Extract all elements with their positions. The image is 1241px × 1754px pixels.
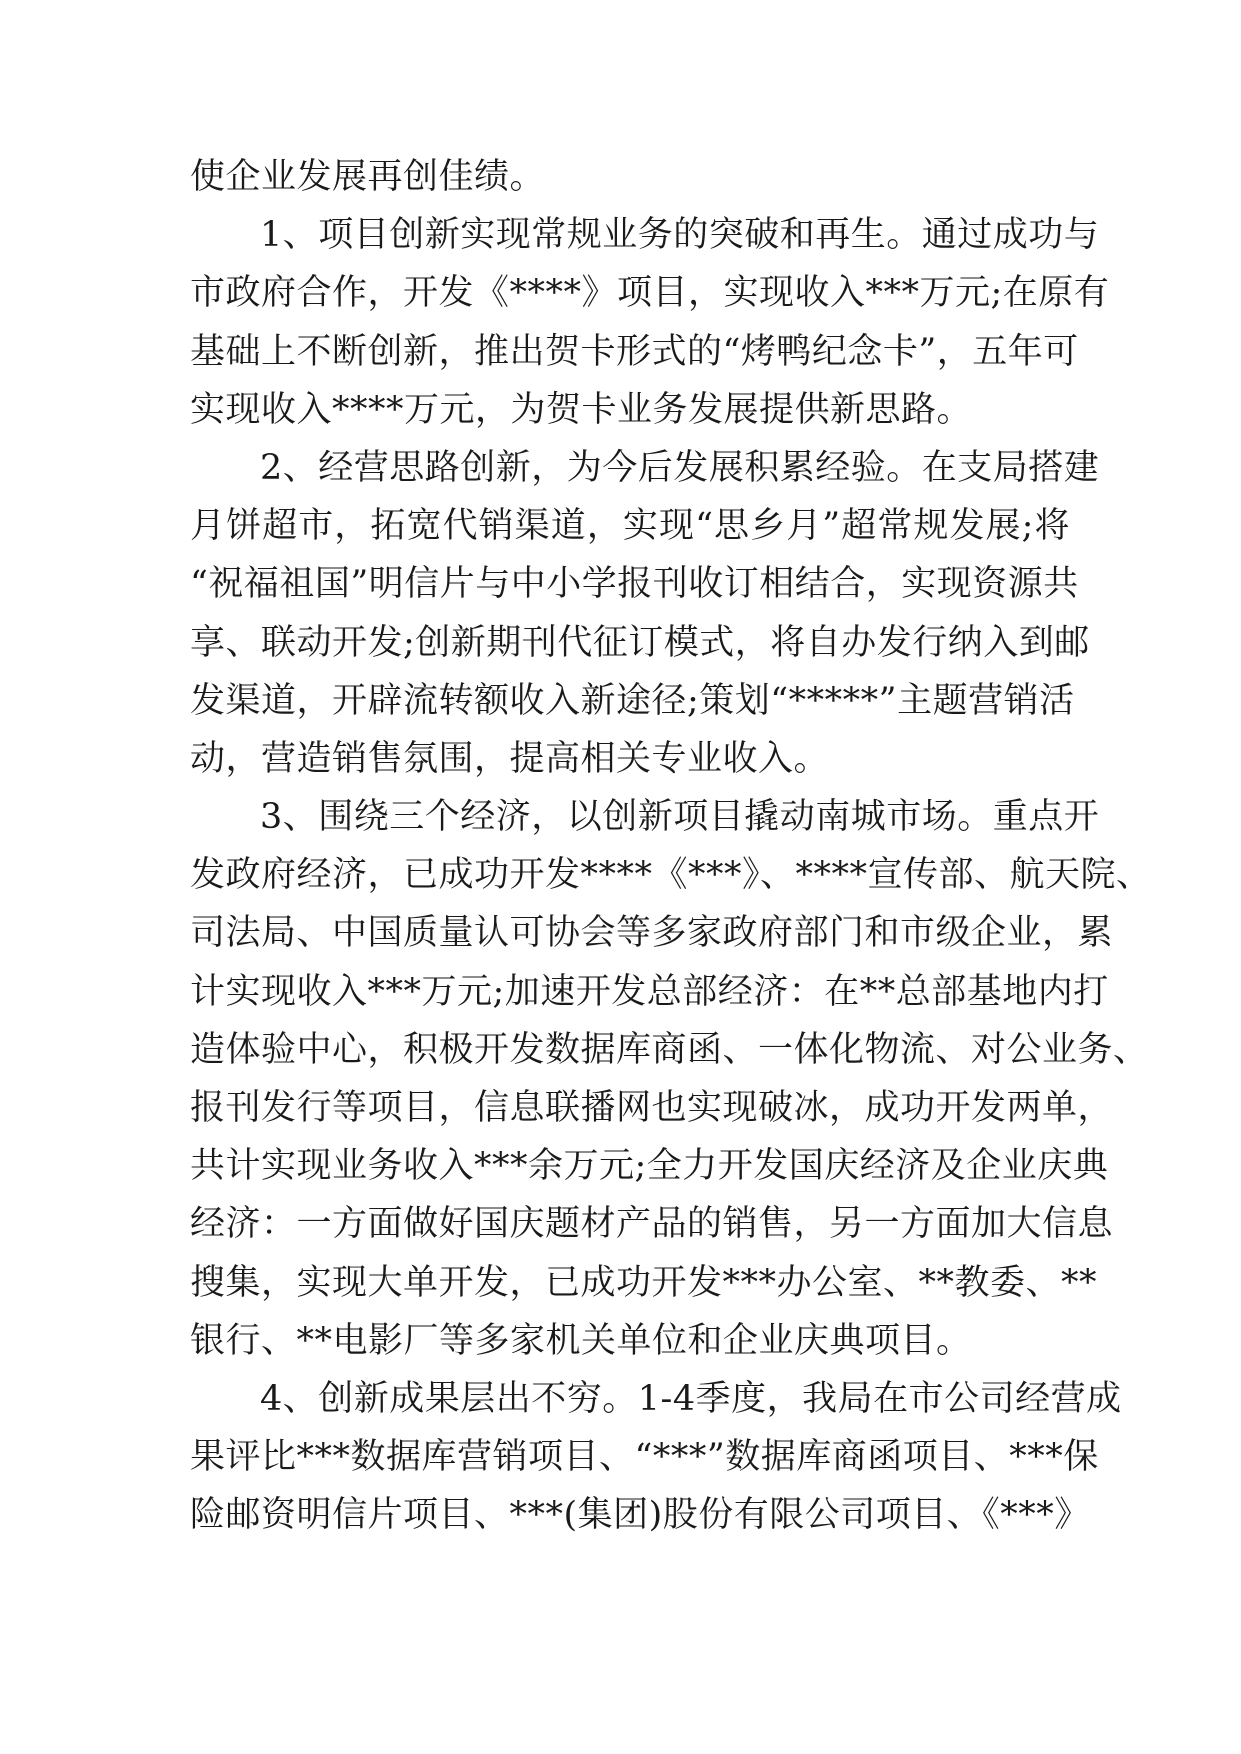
text-line: 银行、**电影厂等多家机关单位和企业庆典项目。: [190, 1320, 972, 1361]
paragraph-3-first-line: 3、围绕三个经济，以创新项目撬动南城市场。重点开: [260, 797, 1100, 838]
text-line: 搜集，实现大单开发，已成功开发***办公室、**教委、**: [190, 1262, 1098, 1303]
text-line: 实现收入****万元，为贺卡业务发展提供新思路。: [190, 389, 973, 430]
paragraph-2-first-line: 2、经营思路创新，为今后发展积累经验。在支局搭建: [260, 447, 1100, 488]
text-line: 享、联动开发;创新期刊代征订模式，将自办发行纳入到邮: [190, 622, 1090, 663]
text-line: 报刊发行等项目，信息联播网也实现破冰，成功开发两单，: [190, 1088, 1114, 1128]
text-line: 市政府合作，开发《****》项目，实现收入***万元;在原有: [190, 273, 1110, 314]
text-line: 经济：一方面做好国庆题材产品的销售，另一方面加大信息: [190, 1204, 1114, 1245]
text-line: 发政府经济，已成功开发****《***》、****宣传部、航天院、: [190, 855, 1152, 896]
text-line: 使企业发展再创佳绩。: [190, 157, 546, 197]
text-line: 计实现收入***万元;加速开发总部经济：在**总部基地内打: [190, 971, 1109, 1012]
text-line: 司法局、中国质量认可协会等多家政府部门和市级企业，累: [190, 913, 1114, 954]
text-line: 发渠道，开辟流转额收入新途径;策划“*****”主题营销活: [190, 680, 1075, 721]
text-line: 造体验中心，积极开发数据库商函、一体化物流、对公业务、: [190, 1029, 1149, 1070]
text-line: 共计实现业务收入***余万元;全力开发国庆经济及企业庆典: [190, 1146, 1109, 1187]
body-text: [190, 148, 1152, 1545]
text-line: 动，营造销售氛围，提高相关专业收入。: [190, 738, 830, 779]
paragraph-1-first-line: 1、项目创新实现常规业务的突破和再生。通过成功与: [260, 215, 1100, 256]
text-line: 果评比***数据库营销项目、“***”数据库商函项目、***保: [190, 1437, 1099, 1478]
text-line: 月饼超市，拓宽代销渠道，实现“思乡月”超常规发展;将: [190, 506, 1070, 547]
paragraph-4-first-line: 4、创新成果层出不穷。1-4季度，我局在市公司经营成: [260, 1378, 1122, 1419]
text-line: “祝福祖国”明信片与中小学报刊收订相结合，实现资源共: [190, 564, 1079, 605]
text-line: 基础上不断创新，推出贺卡形式的“烤鸭纪念卡”，五年可: [190, 331, 1079, 372]
text-line: 险邮资明信片项目、***(集团)股份有限公司项目、《***》: [190, 1495, 1090, 1536]
